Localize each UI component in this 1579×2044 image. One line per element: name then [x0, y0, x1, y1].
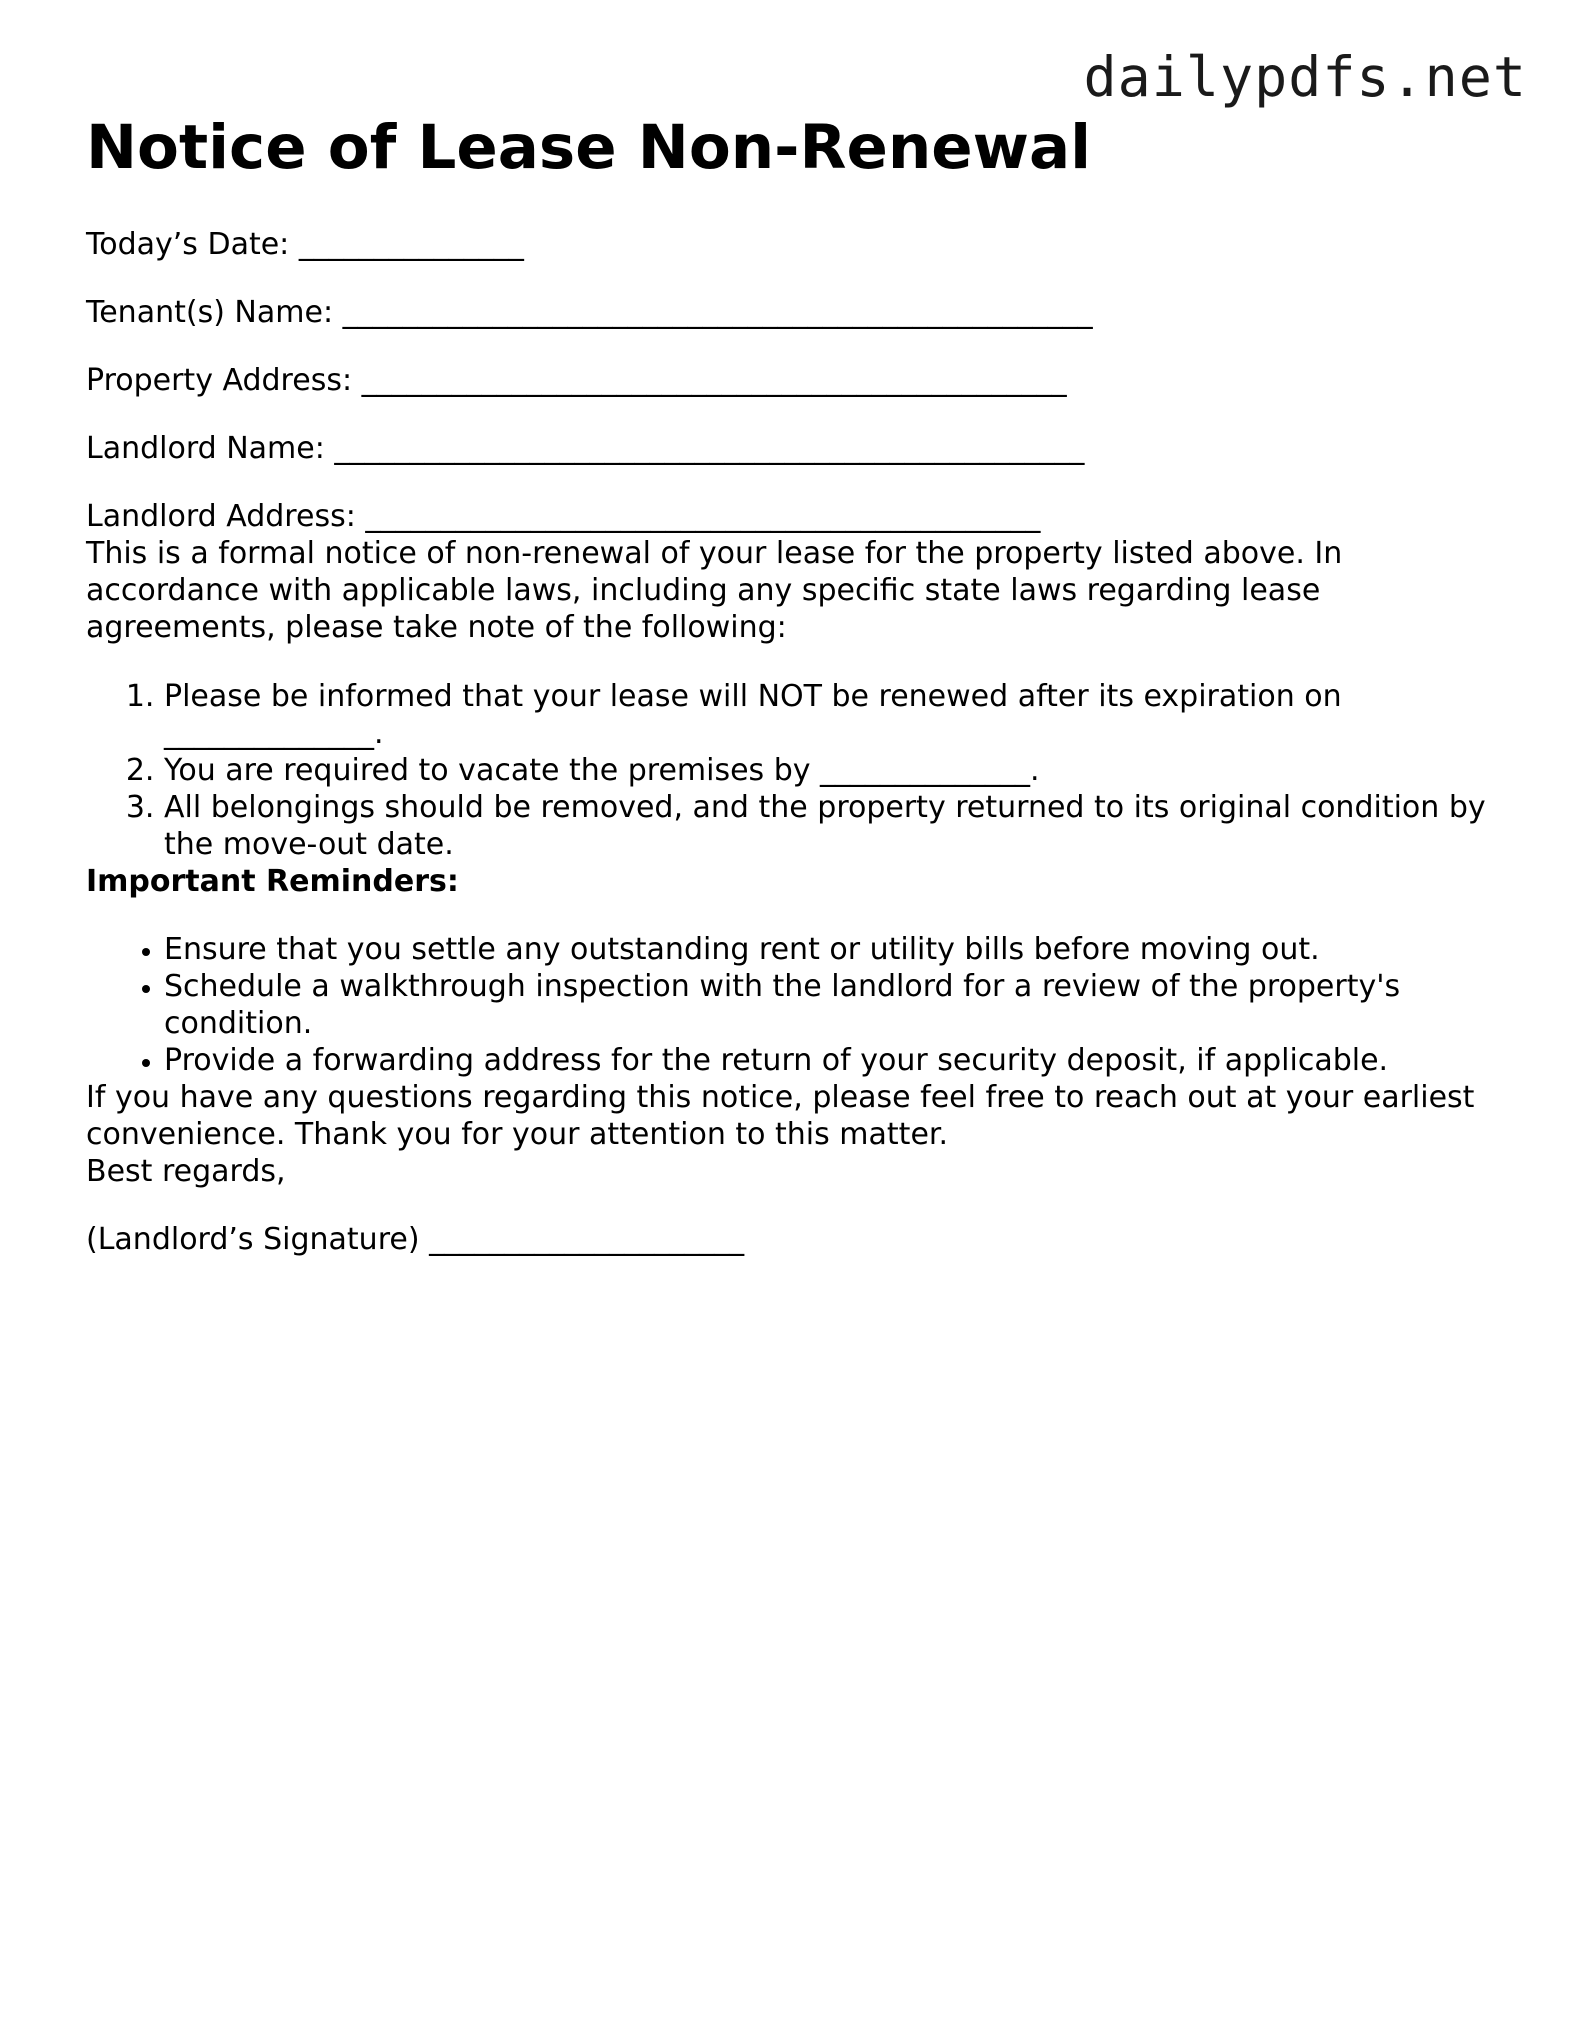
signature-label: (Landlord’s Signature)	[86, 1222, 420, 1257]
signature-blank[interactable]: _____________________	[429, 1222, 745, 1257]
field-tenant-name[interactable]	[86, 294, 1486, 331]
field-label: Today’s Date:	[86, 227, 290, 262]
field-label: Property Address:	[86, 363, 353, 398]
field-label: Landlord Address:	[86, 499, 356, 534]
intro-paragraph: This is a formal notice of non-renewal of your lease for the property listed above. In accordance with applicable laws, including any specific state laws regarding lease agreements, please take note of the following:	[86, 536, 1343, 645]
reminders-heading: Important Reminders:	[86, 864, 459, 899]
field-property-address[interactable]	[86, 362, 1486, 399]
list-item: 3. All belongings should be removed, and the property returned to its original condition by the move-out date.	[164, 789, 1486, 863]
form-fields	[86, 226, 1486, 535]
list-item: • Provide a forwarding address for the return of your security deposit, if applicable.	[164, 1042, 1486, 1079]
reminders-list	[86, 931, 1486, 1079]
regards-line: Best regards,	[86, 1154, 286, 1189]
watermark: dailypdfs.net	[1083, 45, 1527, 109]
field-blank[interactable]: __________________________________________________	[342, 295, 1093, 330]
list-item: 1. Please be informed that your lease will NOT be renewed after its expiration on ______________.	[164, 678, 1486, 752]
document-page	[86, 108, 1486, 1258]
list-item: • Schedule a walkthrough inspection with the landlord for a review of the property's condition.	[164, 968, 1486, 1042]
field-blank[interactable]: _____________________________________________	[365, 499, 1041, 534]
field-todays-date[interactable]	[86, 226, 1486, 263]
field-landlord-address[interactable]	[86, 498, 1486, 535]
list-item: 2. You are required to vacate the premises by ______________.	[164, 752, 1486, 789]
field-blank[interactable]: __________________________________________________	[334, 431, 1085, 466]
field-label: Landlord Name:	[86, 431, 325, 466]
signature-line[interactable]	[86, 1221, 1486, 1258]
field-blank[interactable]: _______________________________________________	[361, 363, 1067, 398]
numbered-list	[86, 678, 1486, 863]
field-landlord-name[interactable]	[86, 430, 1486, 467]
closing-paragraph: If you have any questions regarding this notice, please feel free to reach out at your earliest convenience. Thank you for your attention to this matter.	[86, 1080, 1475, 1152]
list-item: • Ensure that you settle any outstanding rent or utility bills before moving out.	[164, 931, 1486, 968]
field-label: Tenant(s) Name:	[86, 295, 334, 330]
field-blank[interactable]: _______________	[298, 227, 524, 262]
page-title: Notice of Lease Non-Renewal	[86, 112, 1092, 183]
